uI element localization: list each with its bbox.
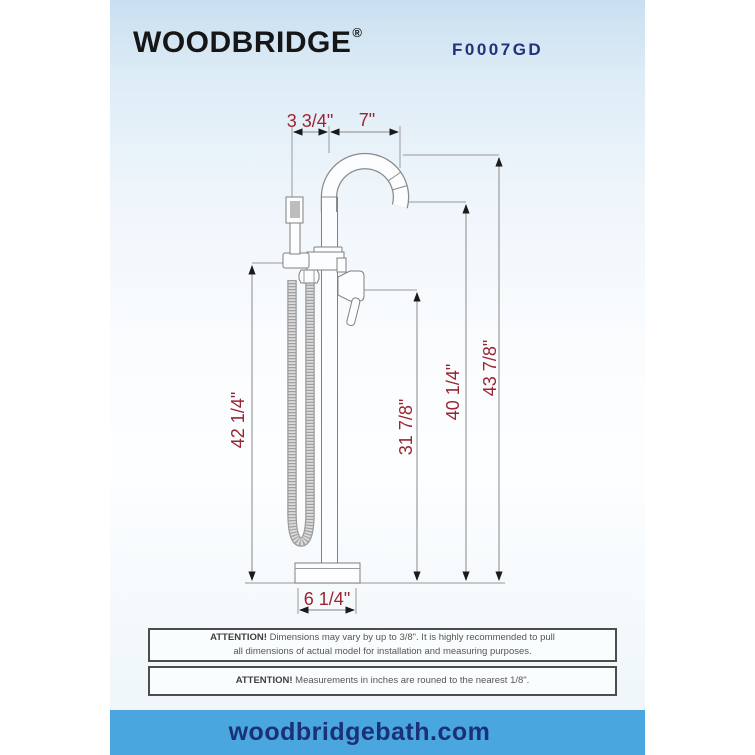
- shower-hose: [292, 280, 310, 542]
- valve-cone: [338, 271, 364, 301]
- dim-label-total-height: 43 7/8": [480, 339, 500, 397]
- hand-shower-handle: [290, 223, 300, 254]
- registered-trademark-symbol: ®: [352, 25, 363, 40]
- notice-dimensions-vary: [148, 628, 617, 662]
- handshower-cradle: [283, 253, 309, 268]
- notice-label: ATTENTION!: [235, 674, 293, 686]
- notice-text-line2: all dimensions of actual model for installation and measuring purposes.: [233, 646, 532, 657]
- notice-rounding: [148, 666, 617, 696]
- base-plate: [295, 563, 360, 583]
- notice-label: ATTENTION!: [210, 631, 267, 643]
- footer-bar: [110, 710, 645, 755]
- notice-text: Measurements in inches are rouned to the nearest 1/8".: [295, 674, 530, 686]
- model-number: F0007GD: [452, 40, 544, 59]
- notice-text-line1: Dimensions may vary by up to 3/8". It is highly recommended to pull: [269, 631, 555, 643]
- hand-shower: [286, 197, 303, 254]
- dim-label-handshower-height: 42 1/4": [228, 391, 248, 449]
- dim-label-handshower-offset: 3 3/4": [286, 111, 334, 131]
- valve-handle: [338, 271, 364, 326]
- floor-base: [295, 563, 360, 583]
- body-fitting: [337, 258, 346, 272]
- lever-handle: [346, 297, 361, 326]
- dim-label-handle-height: 31 7/8": [396, 398, 416, 456]
- gooseneck-spout: [322, 161, 408, 212]
- brand-name: WOODBRIDGE: [133, 26, 352, 59]
- hand-shower-face: [290, 201, 300, 218]
- website-link[interactable]: woodbridgebath.com: [228, 718, 491, 746]
- dim-label-spout-outlet-height: 40 1/4": [443, 363, 463, 421]
- faucet-drawing: [283, 161, 408, 583]
- hex-nut: [299, 270, 319, 283]
- dim-label-spout-reach: 7": [358, 110, 376, 130]
- dim-label-base-width: 6 1/4": [303, 589, 351, 609]
